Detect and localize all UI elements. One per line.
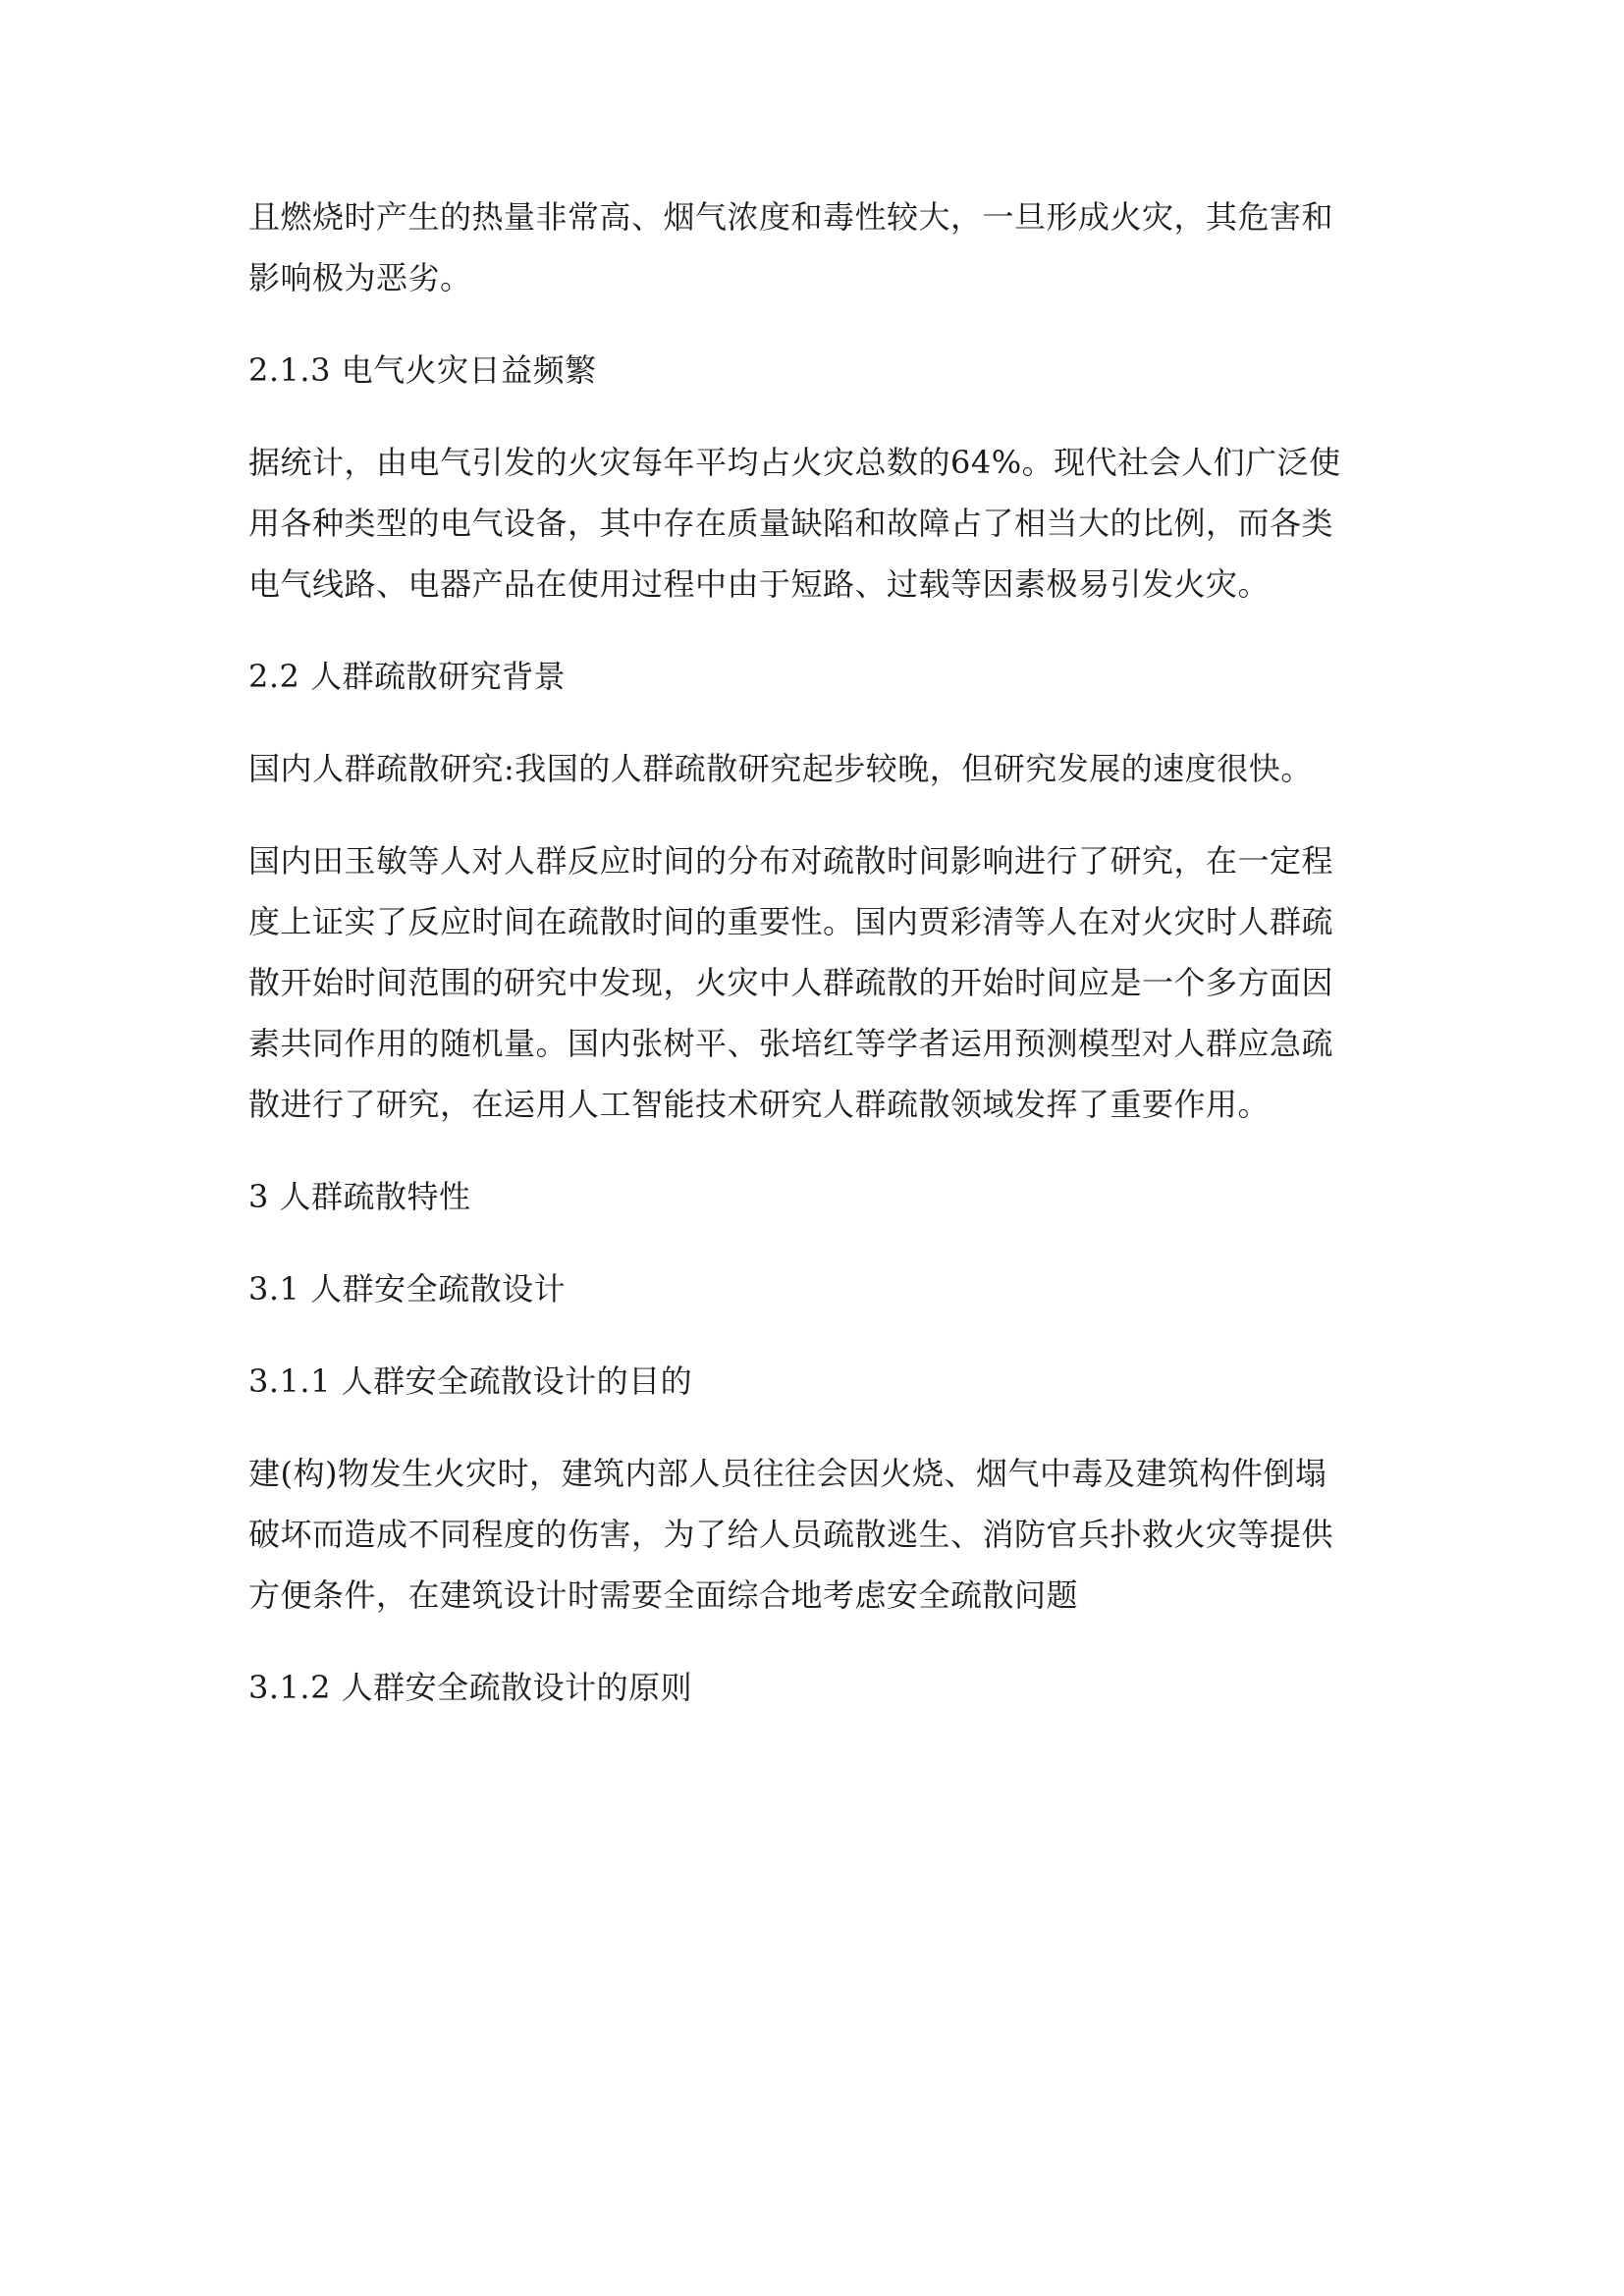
paragraph-line: 用各种类型的电气设备，其中存在质量缺陷和故障占了相当大的比例，而各类 — [248, 505, 1334, 542]
paragraph-2-2-b — [248, 830, 1387, 1135]
section-heading-2-2 — [248, 646, 1387, 707]
paragraph-line: 散开始时间范围的研究中发现，火灾中人群疏散的开始时间应是一个多方面因 — [248, 964, 1334, 1001]
heading-text: 2.2 人群疏散研究背景 — [248, 658, 567, 695]
section-heading-3-1-2 — [248, 1657, 1387, 1718]
paragraph-line: 据统计，由电气引发的火灾每年平均占火灾总数的64%。现代社会人们广泛使 — [248, 444, 1341, 481]
paragraph-line: 方便条件，在建筑设计时需要全面综合地考虑安全疏散问题 — [248, 1576, 1079, 1614]
heading-text: 3 人群疏散特性 — [248, 1178, 471, 1215]
paragraph-line: 且燃烧时产生的热量非常高、烟气浓度和毒性较大，一旦形成火灾，其危害和 — [248, 198, 1334, 236]
heading-text: 3.1.2 人群安全疏散设计的原则 — [248, 1669, 693, 1706]
paragraph-intro — [248, 187, 1387, 308]
paragraph-2-1-3 — [248, 432, 1387, 614]
heading-text: 3.1.1 人群安全疏散设计的目的 — [248, 1362, 693, 1400]
paragraph-line: 国内田玉敏等人对人群反应时间的分布对疏散时间影响进行了研究，在一定程 — [248, 842, 1334, 880]
paragraph-line: 破坏而造成不同程度的伤害，为了给人员疏散逃生、消防官兵扑救火灾等提供 — [248, 1516, 1334, 1553]
paragraph-line: 电气线路、电器产品在使用过程中由于短路、过载等因素极易引发火灾。 — [248, 565, 1271, 603]
section-heading-3-1-1 — [248, 1351, 1387, 1412]
document-page — [248, 187, 1387, 1749]
section-heading-2-1-3 — [248, 340, 1387, 400]
paragraph-line: 国内人群疏散研究:我国的人群疏散研究起步较晚，但研究发展的速度很快。 — [248, 750, 1313, 787]
heading-text: 2.1.3 电气火灾日益频繁 — [248, 351, 597, 389]
paragraph-line: 影响极为恶劣。 — [248, 259, 472, 296]
paragraph-line: 建(构)物发生火灾时，建筑内部人员往往会因火烧、烟气中毒及建筑构件倒塌 — [248, 1455, 1327, 1492]
paragraph-3-1-1 — [248, 1443, 1387, 1626]
paragraph-line: 度上证实了反应时间在疏散时间的重要性。国内贾彩清等人在对火灾时人群疏 — [248, 903, 1334, 940]
section-heading-3-1 — [248, 1258, 1387, 1319]
section-heading-3 — [248, 1166, 1387, 1227]
heading-text: 3.1 人群安全疏散设计 — [248, 1270, 567, 1308]
paragraph-2-2-a — [248, 738, 1387, 799]
paragraph-line: 素共同作用的随机量。国内张树平、张培红等学者运用预测模型对人群应急疏 — [248, 1025, 1334, 1062]
paragraph-line: 散进行了研究，在运用人工智能技术研究人群疏散领域发挥了重要作用。 — [248, 1086, 1271, 1123]
